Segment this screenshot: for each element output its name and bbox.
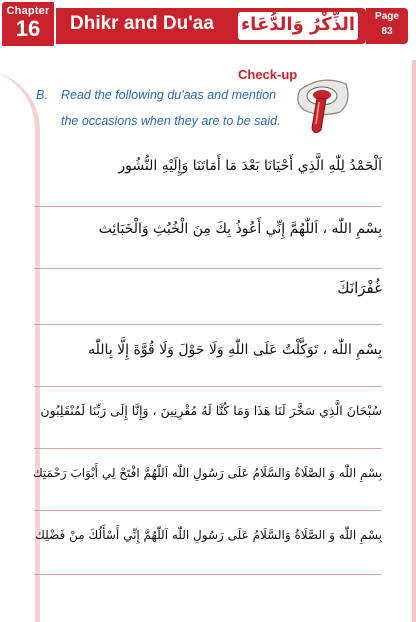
chapter-number: 16 <box>15 16 41 41</box>
duaa-row <box>34 213 382 243</box>
answer-line <box>34 574 382 575</box>
page-label: Page <box>375 11 399 22</box>
answer-line <box>34 448 382 449</box>
instruction-line-2: the occasions when they are to be said. <box>61 114 281 128</box>
right-edge-band <box>412 60 416 622</box>
answer-line <box>34 268 382 269</box>
duaa-row <box>34 334 382 364</box>
duaa-text: بِسْمِ اللّٰه وَ الصَّلَاةُ وَالسَّلَامُ عَلَى رَسُولِ اللّٰه اَللّٰهُمَّ إِنِّي أَسْأَلُكَ مِنْ فَضْلِك <box>35 528 382 542</box>
duaa-text: بِسْمِ اللّٰه ، تَوَكَّلْتُ عَلَى اللّٰهِ وَلَا حَوْلَ وَلَا قُوَّةَ إِلَّا بِاللّٰه <box>88 342 382 358</box>
answer-line <box>34 324 382 325</box>
checkup-label: Check-up <box>238 67 298 82</box>
answer-line <box>34 386 382 387</box>
instruction-line-1: Read the following du'aas and mention <box>61 88 277 102</box>
duaa-row <box>34 518 382 548</box>
page-title: Dhikr and Du'aa <box>70 13 214 34</box>
duaa-row <box>34 456 382 486</box>
title-bar <box>56 8 366 44</box>
checkmark-icon <box>286 72 358 142</box>
answer-line <box>34 206 382 207</box>
section-letter: B. <box>36 88 48 102</box>
page-header <box>0 0 416 46</box>
page-number: 83 <box>381 26 393 37</box>
duaa-text: اَلْحَمْدُ لِلّٰهِ الَّذِي أَحْيَانَا بَعْدَ مَا أَمَاتَنَا وَإِلَيْهِ النُّشُور <box>118 158 382 174</box>
duaa-text: سُبْحَانَ الَّذِي سَخَّرَ لَنَا هَذَا وَمَا كُنَّا لَهُ مُقْرِنِينَ ، وَإِنَّا إِلَى رَبِّنَا لَمُنْقَلِبُون <box>40 403 382 418</box>
duaa-row <box>34 273 382 303</box>
duaa-row <box>34 394 382 424</box>
page-badge <box>366 8 408 44</box>
duaa-text: غُفْرَانَكَ <box>337 279 382 297</box>
chapter-label: Chapter <box>6 5 50 17</box>
answer-line <box>34 510 382 511</box>
duaa-text: بِسْمِ اللّٰه وَ الصَّلَاةُ وَالسَّلَامُ عَلَى رَسُولِ اللّٰه اَللّٰهُمَّ افْتَحْ لِي أَبْوَابَ رَحْمَتِك <box>32 466 382 480</box>
arabic-title-box <box>237 11 359 41</box>
chapter-badge <box>2 2 54 46</box>
duaa-row <box>34 150 382 180</box>
duaa-text: بِسْمِ اللّٰه ، اَللّٰهُمَّ إِنِّي أَعُوذُ بِكَ مِنَ الْخُبُثِ وَالْخَبَائِث <box>98 221 382 237</box>
arabic-title: الذِّكْرُ وَالدُّعَاء <box>240 14 356 35</box>
